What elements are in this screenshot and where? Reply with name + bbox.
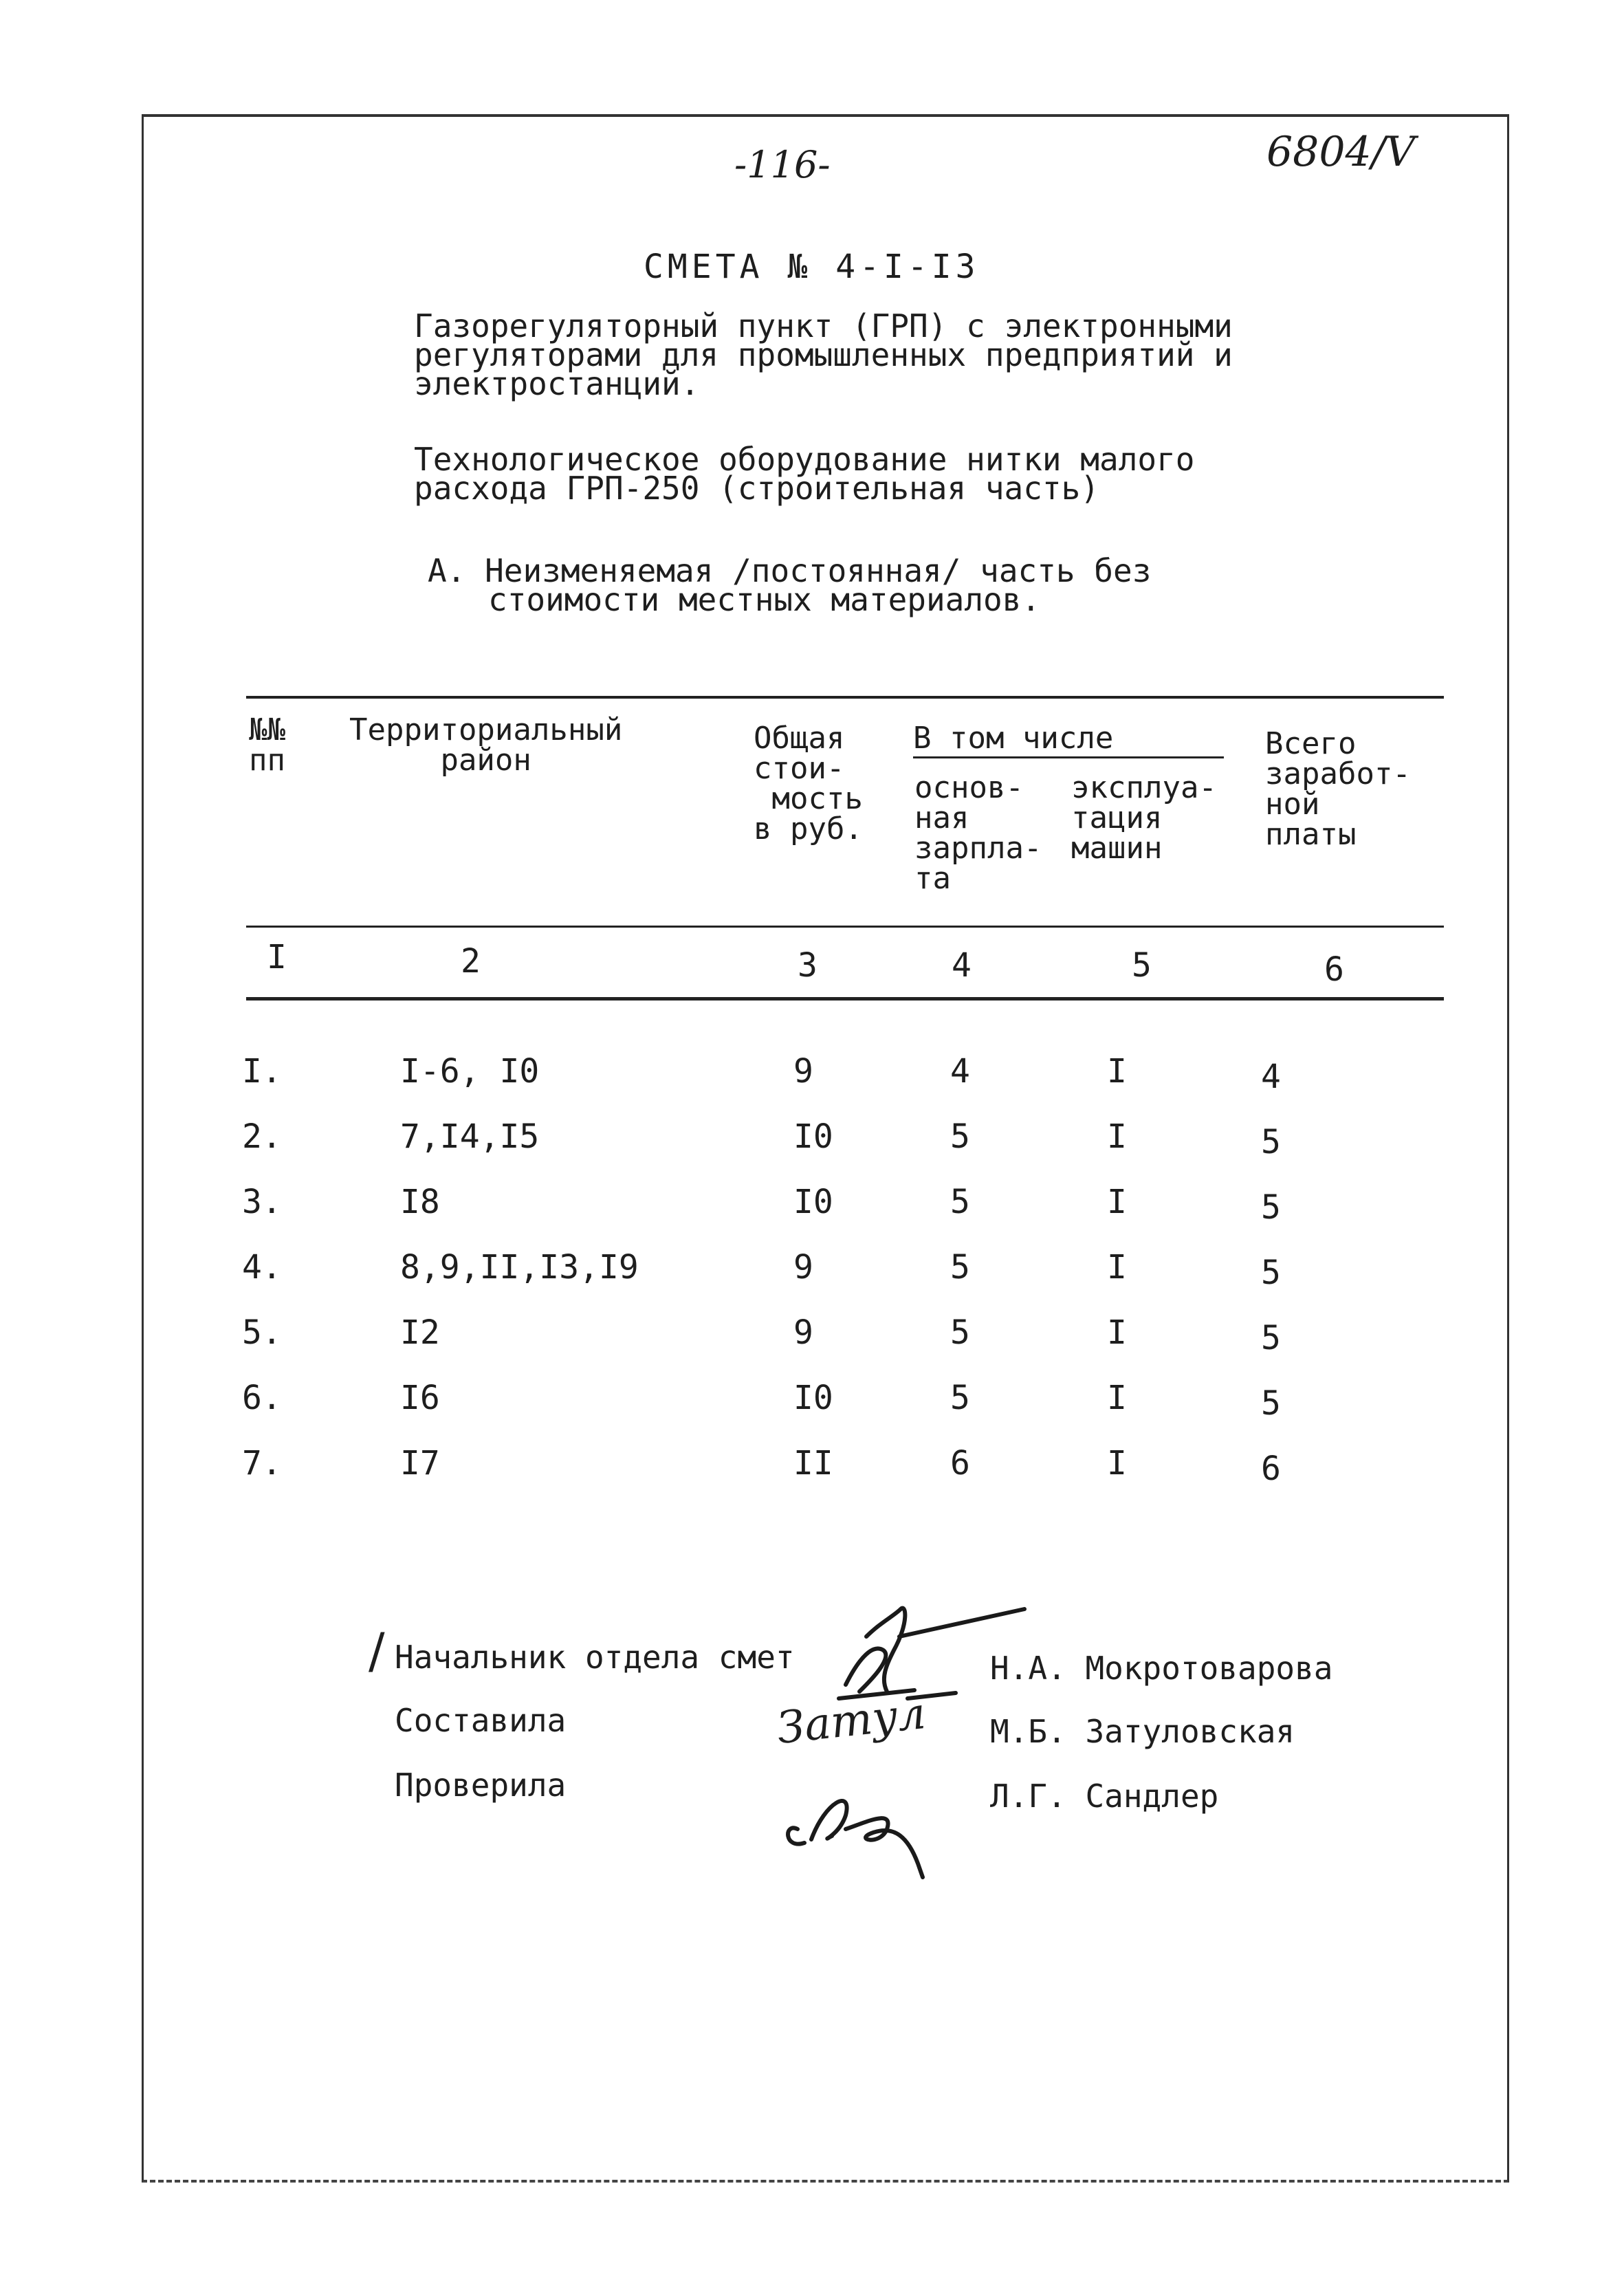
total-cost-cell: 9: [793, 1248, 813, 1287]
description-line: регуляторами для промышленных предприятий и: [414, 336, 1233, 373]
subject-block: [414, 441, 1194, 506]
header-base-salary: [914, 770, 1042, 896]
archive-code: 6804/V: [1266, 128, 1416, 176]
handwritten-signature-2: Затул: [774, 1687, 928, 1755]
machine-operation-cell: I: [1107, 1052, 1127, 1091]
signature-role: Составила: [395, 1702, 567, 1739]
region-cell: I6: [400, 1379, 440, 1417]
row-number-cell: 5.: [242, 1313, 282, 1352]
header-total-cost: [754, 723, 863, 844]
column-number: I: [267, 938, 287, 976]
machine-operation-cell: I: [1107, 1248, 1127, 1287]
total-cost-cell: 9: [793, 1313, 813, 1352]
row-number-cell: 7.: [242, 1444, 282, 1483]
subject-line: Технологическое оборудование нитки малого: [414, 441, 1195, 478]
machine-operation-cell: I: [1107, 1183, 1127, 1221]
description-block: [414, 308, 1233, 402]
handwritten-signature-3: [770, 1760, 949, 1880]
header-num-line: №№: [249, 712, 285, 747]
total-cost-cell: II: [793, 1444, 833, 1483]
base-salary-cell: 5: [950, 1313, 970, 1352]
column-number: 6: [1324, 950, 1344, 989]
total-salary-cell: 5: [1261, 1384, 1281, 1423]
header-total-salary: [1265, 726, 1411, 852]
base-salary-cell: 5: [950, 1379, 970, 1417]
signature-name: Л.Г. Сандлер: [990, 1778, 1219, 1815]
total-cost-cell: I0: [793, 1117, 833, 1156]
description-line: Газорегуляторный пункт (ГРП) с электронными: [414, 307, 1233, 345]
header-machine-operation-line: тация: [1071, 800, 1163, 835]
machine-operation-cell: I: [1107, 1444, 1127, 1483]
base-salary-cell: 4: [950, 1052, 970, 1091]
header-total-salary-line: заработ-: [1265, 756, 1411, 791]
total-salary-cell: 5: [1261, 1254, 1281, 1292]
header-machine-operation: [1071, 770, 1217, 866]
total-salary-cell: 5: [1261, 1188, 1281, 1227]
header-total-cost-line: в руб.: [754, 811, 863, 846]
header-total-salary-line: ной: [1265, 787, 1320, 822]
region-cell: I7: [400, 1444, 440, 1483]
header-num: [249, 712, 285, 778]
header-region-line: район: [440, 743, 531, 778]
colnum-bottom-rule: [246, 997, 1444, 1001]
row-number-cell: I.: [242, 1052, 282, 1091]
row-number-cell: 2.: [242, 1117, 282, 1156]
signature-name: Н.А. Мокротоварова: [990, 1650, 1333, 1687]
total-salary-cell: 4: [1261, 1058, 1281, 1096]
header-total-salary-line: платы: [1265, 817, 1357, 852]
machine-operation-cell: I: [1107, 1379, 1127, 1417]
base-salary-cell: 5: [950, 1248, 970, 1287]
document-title: СМЕТА № 4-I-I3: [644, 248, 980, 286]
page-number: -116-: [734, 143, 831, 186]
column-number: 4: [952, 946, 972, 985]
header-total-cost-line: мость: [771, 781, 863, 816]
header-base-salary-line: та: [914, 861, 951, 896]
section-line: стоимости местных материалов.: [488, 581, 1041, 618]
description-line: электростанций.: [414, 365, 700, 402]
header-base-salary-line: зарпла-: [914, 831, 1042, 866]
section-line: А. Неизменяемая /постоянная/ часть без: [428, 552, 1152, 589]
header-total-cost-line: Общая: [754, 721, 845, 756]
header-base-salary-line: основ-: [914, 770, 1024, 805]
region-cell: I2: [400, 1313, 440, 1352]
region-cell: I8: [400, 1183, 440, 1221]
table-top-rule: [246, 696, 1444, 699]
region-cell: 8,9,II,I3,I9: [400, 1248, 639, 1287]
region-cell: I-6, I0: [400, 1052, 540, 1091]
column-number: 3: [798, 946, 818, 985]
column-number: 5: [1132, 946, 1152, 985]
header-group: В том числе: [913, 721, 1114, 756]
header-region: [349, 712, 623, 778]
signature-role: Проверила: [395, 1767, 567, 1804]
section-block: [428, 553, 1151, 617]
header-bottom-rule: [246, 926, 1444, 928]
machine-operation-cell: I: [1107, 1117, 1127, 1156]
header-total-salary-line: Всего: [1265, 726, 1357, 761]
header-total-cost-line: стои-: [754, 751, 845, 786]
region-cell: 7,I4,I5: [400, 1117, 540, 1156]
header-machine-operation-line: эксплуа-: [1071, 770, 1217, 805]
header-base-salary-line: ная: [914, 800, 969, 835]
header-region-line: Территориальный: [349, 712, 623, 747]
total-cost-cell: 9: [793, 1052, 813, 1091]
row-number-cell: 6.: [242, 1379, 282, 1417]
base-salary-cell: 6: [950, 1444, 970, 1483]
signature-role: Начальник отдела смет: [395, 1639, 795, 1676]
total-salary-cell: 5: [1261, 1123, 1281, 1161]
column-number: 2: [461, 942, 481, 981]
total-cost-cell: I0: [793, 1183, 833, 1221]
machine-operation-cell: I: [1107, 1313, 1127, 1352]
base-salary-cell: 5: [950, 1183, 970, 1221]
header-num-line: пп: [249, 743, 285, 778]
total-cost-cell: I0: [793, 1379, 833, 1417]
group-header-rule: [913, 756, 1224, 758]
total-salary-cell: 5: [1261, 1319, 1281, 1357]
total-salary-cell: 6: [1261, 1450, 1281, 1488]
row-number-cell: 4.: [242, 1248, 282, 1287]
signature-name: М.Б. Затуловская: [990, 1713, 1295, 1750]
base-salary-cell: 5: [950, 1117, 970, 1156]
row-number-cell: 3.: [242, 1183, 282, 1221]
margin-mark: /: [369, 1623, 385, 1679]
header-machine-operation-line: машин: [1071, 831, 1163, 866]
subject-line: расхода ГРП-250 (строительная часть): [414, 470, 1099, 507]
